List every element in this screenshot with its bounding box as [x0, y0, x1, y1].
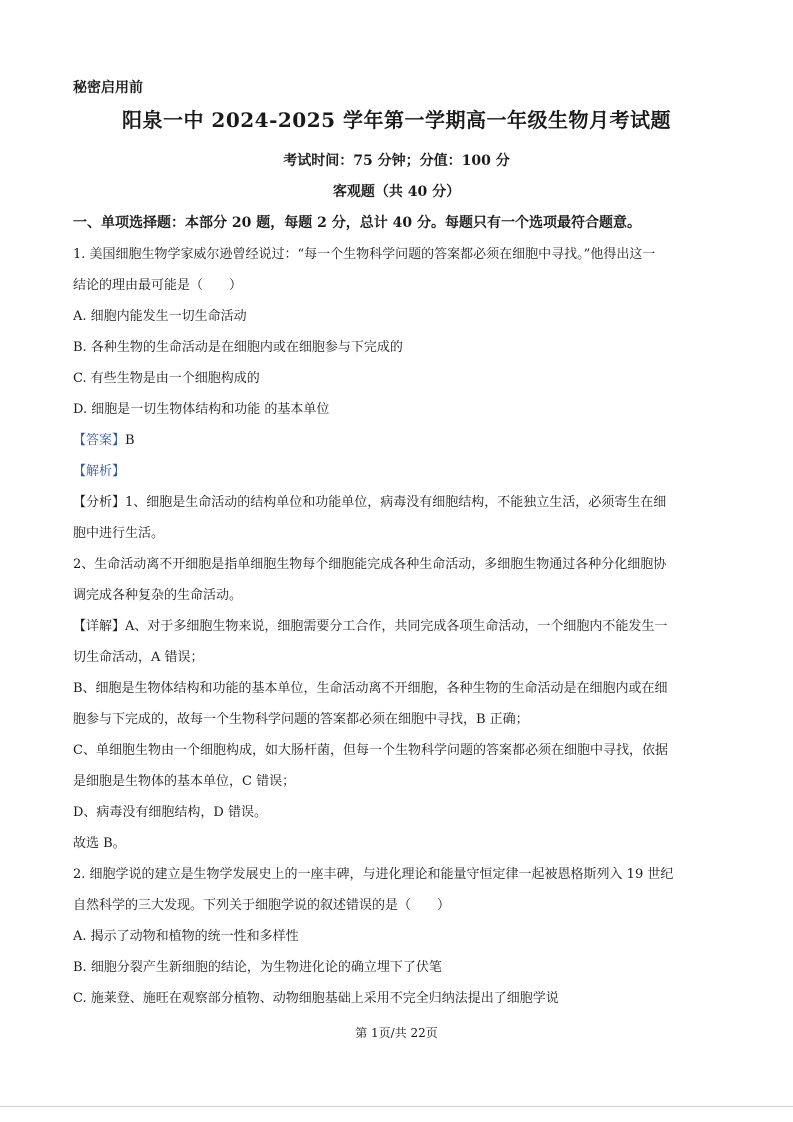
q1-xiangjie-line-4: 胞参与下完成的，故每一个生物科学问题的答案都必须在细胞中寻找，B 正确；: [73, 712, 529, 727]
exam-title: 阳泉一中 2024-2025 学年第一学期高一年级生物月考试题: [121, 108, 672, 132]
q1-stem-line-2: 结论的理由最可能是（ ）: [73, 278, 243, 293]
q1-stem-line-1: 1. 美国细胞生物学家威尔逊曾经说过：“每一个生物科学问题的答案都必须在细胞中寻找。”他得出这一: [73, 247, 656, 262]
fenxi-text-1: 1、细胞是生命活动的结构单位和功能单位，病毒没有细胞结构，不能独立生活，必须寄生在细: [125, 495, 667, 510]
q1-xiangjie-line-6: 是细胞是生物体的基本单位，C 错误；: [73, 774, 296, 789]
q1-conclusion: 故选 B。: [73, 836, 126, 851]
q1-fenxi-line-1: [73, 494, 723, 512]
page-divider: [0, 1106, 793, 1107]
section-heading: 一、单项选择题：本部分 20 题，每题 2 分，总计 40 分。每题只有一个选项最符合题意。: [73, 215, 641, 231]
q1-fenxi-line-2: 胞中进行生活。: [73, 526, 165, 541]
q1-xiangjie-line-5: C、单细胞生物由一个细胞构成，如大肠杆菌，但每一个生物科学问题的答案都必须在细胞中寻找，依据: [73, 743, 668, 758]
fenxi-tag: 【分析】: [73, 495, 126, 510]
q1-option-d: D. 细胞是一切生物体结构和功能 的基本单位: [73, 402, 330, 417]
q1-option-b: B. 各种生物的生命活动是在细胞内或在细胞参与下完成的: [73, 340, 403, 355]
q2-option-a: A. 揭示了动物和植物的统一性和多样性: [73, 929, 299, 944]
confidential-label: 秘密启用前: [73, 80, 143, 96]
exam-meta: 考试时间：75 分钟；分值：100 分: [283, 153, 510, 169]
answer-tag: 【答案】: [73, 433, 126, 448]
q1-xiangjie-line-7: D、病毒没有细胞结构，D 错误。: [73, 805, 267, 820]
q1-option-c: C. 有些生物是由一个细胞构成的: [73, 371, 260, 386]
q1-fenxi-line-4: 调完成各种复杂的生命活动。: [73, 588, 243, 603]
part-heading: 客观题（共 40 分）: [332, 184, 461, 200]
q1-xiangjie-line-3: B、细胞是生物体结构和功能的基本单位，生命活动离不开细胞，各种生物的生命活动是在细胞内或在细: [73, 681, 668, 696]
q1-xiangjie-line-2: 切生命活动，A 错误；: [73, 650, 204, 665]
xiangjie-tag: 【详解】: [73, 619, 126, 634]
q2-stem-line-2: 自然科学的三大发现。下列关于细胞学说的叙述错误的是（ ）: [73, 898, 451, 913]
page-number: 第 1页/共 22页: [355, 1026, 438, 1040]
q2-option-c: C. 施莱登、施旺在观察部分植物、动物细胞基础上采用不完全归纳法提出了细胞学说: [73, 991, 559, 1006]
answer-value: B: [125, 433, 135, 448]
q1-fenxi-line-3: 2、生命活动离不开细胞是指单细胞生物每个细胞能完成各种生命活动，多细胞生物通过各种分化细胞协: [73, 557, 667, 572]
q1-xiangjie-line-1: [73, 618, 723, 636]
q1-answer-line: [73, 432, 723, 450]
q2-stem-line-1: 2. 细胞学说的建立是生物学发展史上的一座丰碑，与进化理论和能量守恒定律一起被恩格斯列入 19 世纪: [73, 867, 674, 882]
q1-option-a: A. 细胞内能发生一切生命活动: [73, 309, 247, 324]
analysis-tag: 【解析】: [73, 464, 126, 479]
q2-option-b: B. 细胞分裂产生新细胞的结论，为生物进化论的确立埋下了伏笔: [73, 960, 442, 975]
xiangjie-text-1: A、对于多细胞生物来说，细胞需要分工合作，共同完成各项生命活动，一个细胞内不能发生一: [125, 619, 668, 634]
